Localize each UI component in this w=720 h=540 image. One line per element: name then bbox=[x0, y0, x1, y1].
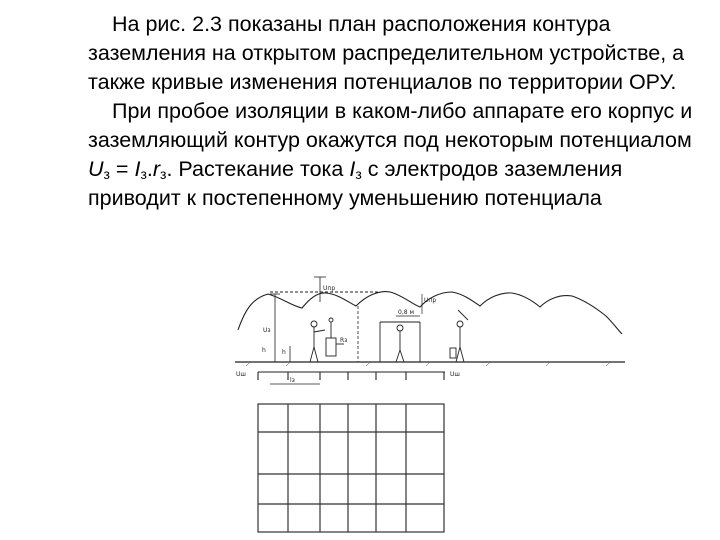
label-upr: Uпр bbox=[323, 285, 336, 292]
grounding-diagram-figure bbox=[230, 272, 700, 534]
grounding-grid-plan bbox=[258, 404, 444, 532]
symbol-i: I bbox=[134, 157, 141, 181]
paragraph-2-text-middle: Растекание тока bbox=[172, 157, 350, 181]
symbol-u: U bbox=[88, 157, 104, 181]
subscript-r: з bbox=[160, 166, 167, 182]
grounding-diagram bbox=[230, 272, 700, 534]
formula-period: . bbox=[166, 157, 173, 181]
formula-dot: . bbox=[146, 157, 153, 181]
subscript-u: з bbox=[103, 166, 110, 182]
subscript-current-i: з bbox=[355, 166, 362, 182]
person-figure bbox=[310, 321, 325, 362]
text-content bbox=[88, 10, 698, 213]
paragraph-1 bbox=[88, 10, 698, 97]
equals-sign: = bbox=[109, 157, 135, 181]
label-lz: lз bbox=[290, 377, 295, 384]
formula-voltage bbox=[88, 157, 172, 181]
paragraph-2-text-before: При пробое изоляции в каком-либо аппарате его корпус и заземляющий контур окажутся под некоторым потенциалом bbox=[88, 99, 693, 152]
symbol-r: r bbox=[152, 157, 161, 181]
label-rz: Rз bbox=[340, 337, 348, 344]
paragraph-2 bbox=[88, 97, 698, 213]
symbol-current-i: I bbox=[349, 157, 356, 181]
subscript-i: з bbox=[140, 166, 147, 182]
label-uw-left: Uш bbox=[236, 371, 246, 378]
electrode-rods bbox=[258, 372, 444, 380]
label-uw-right: Uш bbox=[450, 371, 460, 378]
right-structure bbox=[380, 322, 420, 362]
paragraph-2-text-after: с электродов заземления приводит к постепенному уменьшению потенциала bbox=[88, 157, 623, 210]
label-upr-2: Uпр bbox=[424, 297, 437, 304]
formula-current bbox=[349, 157, 361, 181]
label-h2: h bbox=[262, 347, 266, 354]
far-right-apparatus bbox=[450, 310, 468, 362]
paragraph-1-text: На рис. 2.3 показаны план расположения контура заземления на открытом распределительном устройстве, а также кривые изменения потенциалов по территории ОРУ. bbox=[88, 12, 685, 94]
label-uz: Uз bbox=[263, 327, 271, 334]
label-h1: h bbox=[282, 349, 286, 356]
label-0-8m: 0,8 м bbox=[398, 309, 414, 316]
